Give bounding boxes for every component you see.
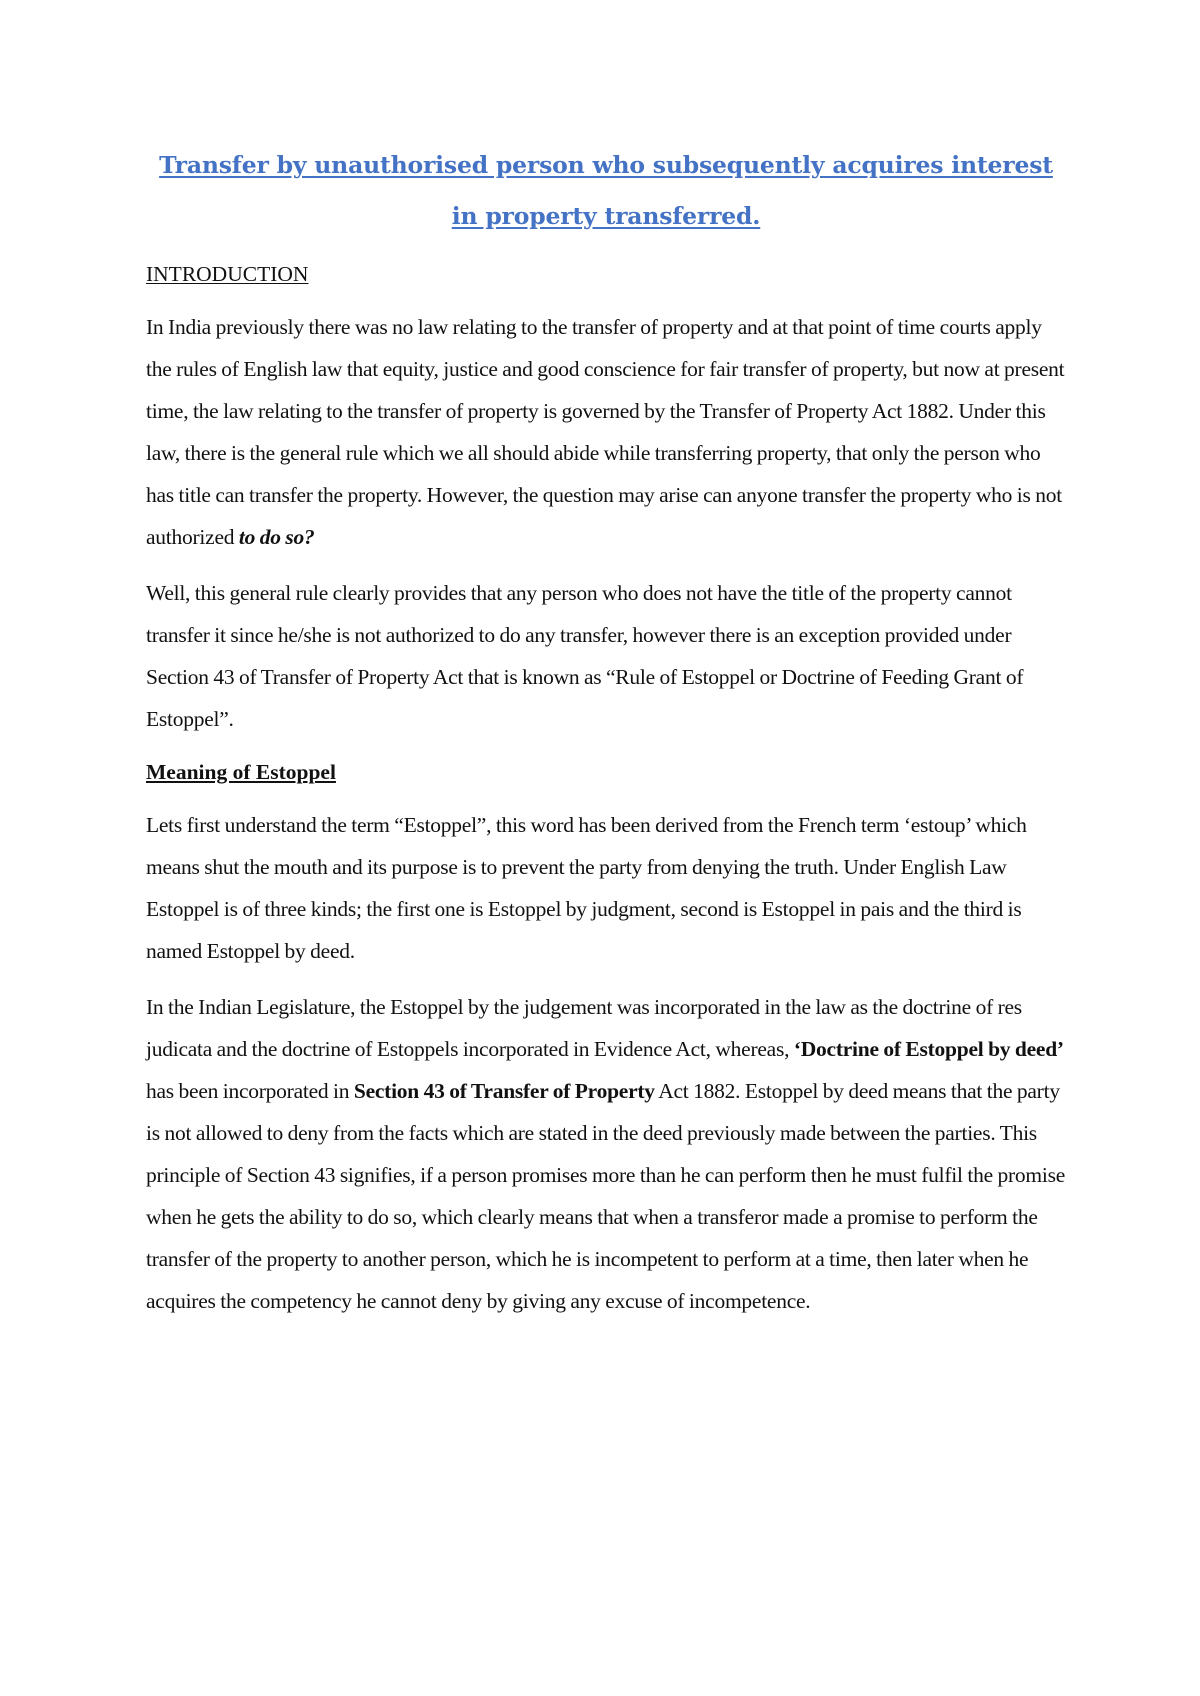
introduction-paragraph-1-emphasis: to do so?: [238, 525, 315, 549]
meaning-paragraph-2-part-1: In the Indian Legislature, the Estoppel by the judgement was incorporated in the law as the doctrine of res judicata and the doctrine of Estoppels incorporated in Evidence Act, whereas,: [146, 995, 1022, 1061]
document-title: Transfer by unauthorised person who subsequently acquires interest in property transferred.: [159, 151, 1053, 230]
introduction-paragraph-2: Well, this general rule clearly provides that any person who does not have the title of the property cannot transfer it since he/she is not authorized to do any transfer, however there is an exception provided under Section 43 of Transfer of Property Act that is known as “Rule of Estoppel or Doctrine of Feeding Grant of Estoppel”.: [146, 581, 1024, 731]
meaning-paragraph-2: [146, 986, 1066, 1322]
meaning-paragraph-2-part-2: has been incorporated in: [146, 1079, 354, 1103]
document-body: [146, 140, 1066, 1322]
doctrine-of-estoppel-by-deed-bold: ‘Doctrine of Estoppel by deed’: [793, 1037, 1064, 1061]
meaning-of-estoppel-heading: Meaning of Estoppel: [146, 760, 336, 784]
section-43-bold: Section 43 of Transfer of Property: [353, 1079, 655, 1103]
meaning-paragraph-2-part-3: Act 1882. Estoppel by deed means that the party is not allowed to deny from the facts which are stated in the deed previously made between the parties. This principle of Section 43 signifies, if a person promises more than he can perform then he must fulfil the promise when he gets the ability to do so, which clearly means that when a transferor made a promise to perform the transfer of the property to another person, which he is incompetent to perform at a time, then later when he acquires the competency he cannot deny by giving any excuse of incompetence.: [146, 1079, 1066, 1313]
introduction-heading: INTRODUCTION: [146, 262, 309, 286]
meaning-paragraph-1: Lets first understand the term “Estoppel”, this word has been derived from the French term ‘estoup’ which means shut the mouth and its purpose is to prevent the party from denying the truth. Under English Law Estoppel is of three kinds; the first one is Estoppel by judgment, second is Estoppel in pais and the third is named Estoppel by deed.: [146, 813, 1027, 963]
introduction-paragraph-1: [146, 306, 1066, 558]
introduction-paragraph-1-text: In India previously there was no law relating to the transfer of property and at that point of time courts apply the rules of English law that equity, justice and good conscience for fair transfer of property, but now at present time, the law relating to the transfer of property is governed by the Transfer of Property Act 1882. Under this law, there is the general rule which we all should abide while transferring property, that only the person who has title can transfer the property. However, the question may arise can anyone transfer the property who is not authorized: [146, 315, 1065, 549]
